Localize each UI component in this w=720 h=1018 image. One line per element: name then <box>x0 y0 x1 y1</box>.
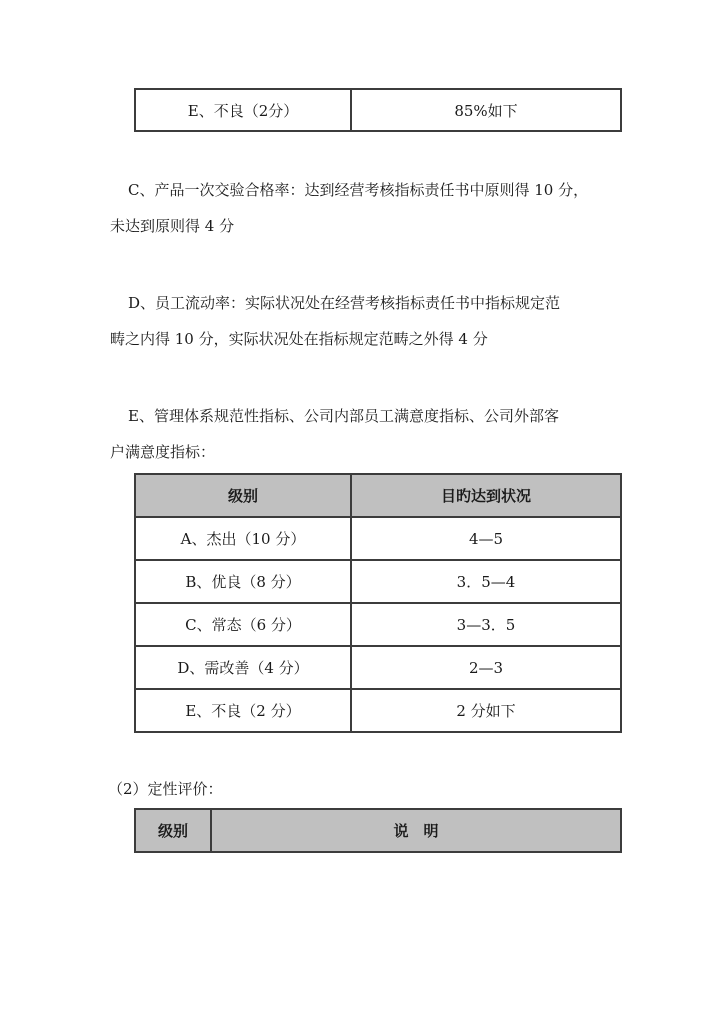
value-cell: 85%如下 <box>351 89 621 131</box>
table-row <box>135 89 621 131</box>
paragraph-d <box>110 285 620 357</box>
table-row <box>135 560 621 603</box>
table-header-row <box>135 474 621 517</box>
level-cell: C、常态（6 分） <box>135 603 351 646</box>
table-row <box>135 517 621 560</box>
paragraph-e-line1: E、管理体系规范性指标、公司内部员工满意度指标、公司外部客 <box>128 407 559 425</box>
header-level: 级别 <box>135 474 351 517</box>
header-target: 目旳达到状况 <box>351 474 621 517</box>
value-cell: 4—5 <box>351 517 621 560</box>
table-header-row <box>135 809 621 852</box>
paragraph-d-line2: 畴之内得 10 分，实际状况处在指标规定范畴之外得 4 分 <box>110 330 488 348</box>
header-description: 说 明 <box>211 809 621 852</box>
paragraph-c-line2: 未达到原则得 4 分 <box>110 217 235 235</box>
header-level: 级别 <box>135 809 211 852</box>
paragraph-d-line1: D、员工流动率：实际状况处在经营考核指标责任书中指标规定范 <box>128 294 561 312</box>
qualitative-heading: （2）定性评价： <box>108 780 223 798</box>
level-cell: E、不良（2 分） <box>135 689 351 732</box>
level-cell: A、杰出（10 分） <box>135 517 351 560</box>
top-table <box>134 88 622 132</box>
paragraph-e-line2: 户满意度指标： <box>110 443 216 461</box>
value-cell: 3—3．5 <box>351 603 621 646</box>
value-cell: 3．5—4 <box>351 560 621 603</box>
level-cell: E、不良（2分） <box>135 89 351 131</box>
paragraph-c <box>110 172 620 244</box>
table-row <box>135 603 621 646</box>
paragraph-c-line1: C、产品一次交验合格率：达到经营考核指标责任书中原则得 10 分， <box>128 181 589 199</box>
table-row <box>135 689 621 732</box>
qualitative-table <box>134 808 622 853</box>
score-table <box>134 473 622 733</box>
level-cell: D、需改善（4 分） <box>135 646 351 689</box>
level-cell: B、优良（8 分） <box>135 560 351 603</box>
value-cell: 2 分如下 <box>351 689 621 732</box>
table-row <box>135 646 621 689</box>
paragraph-e <box>110 398 620 470</box>
value-cell: 2—3 <box>351 646 621 689</box>
